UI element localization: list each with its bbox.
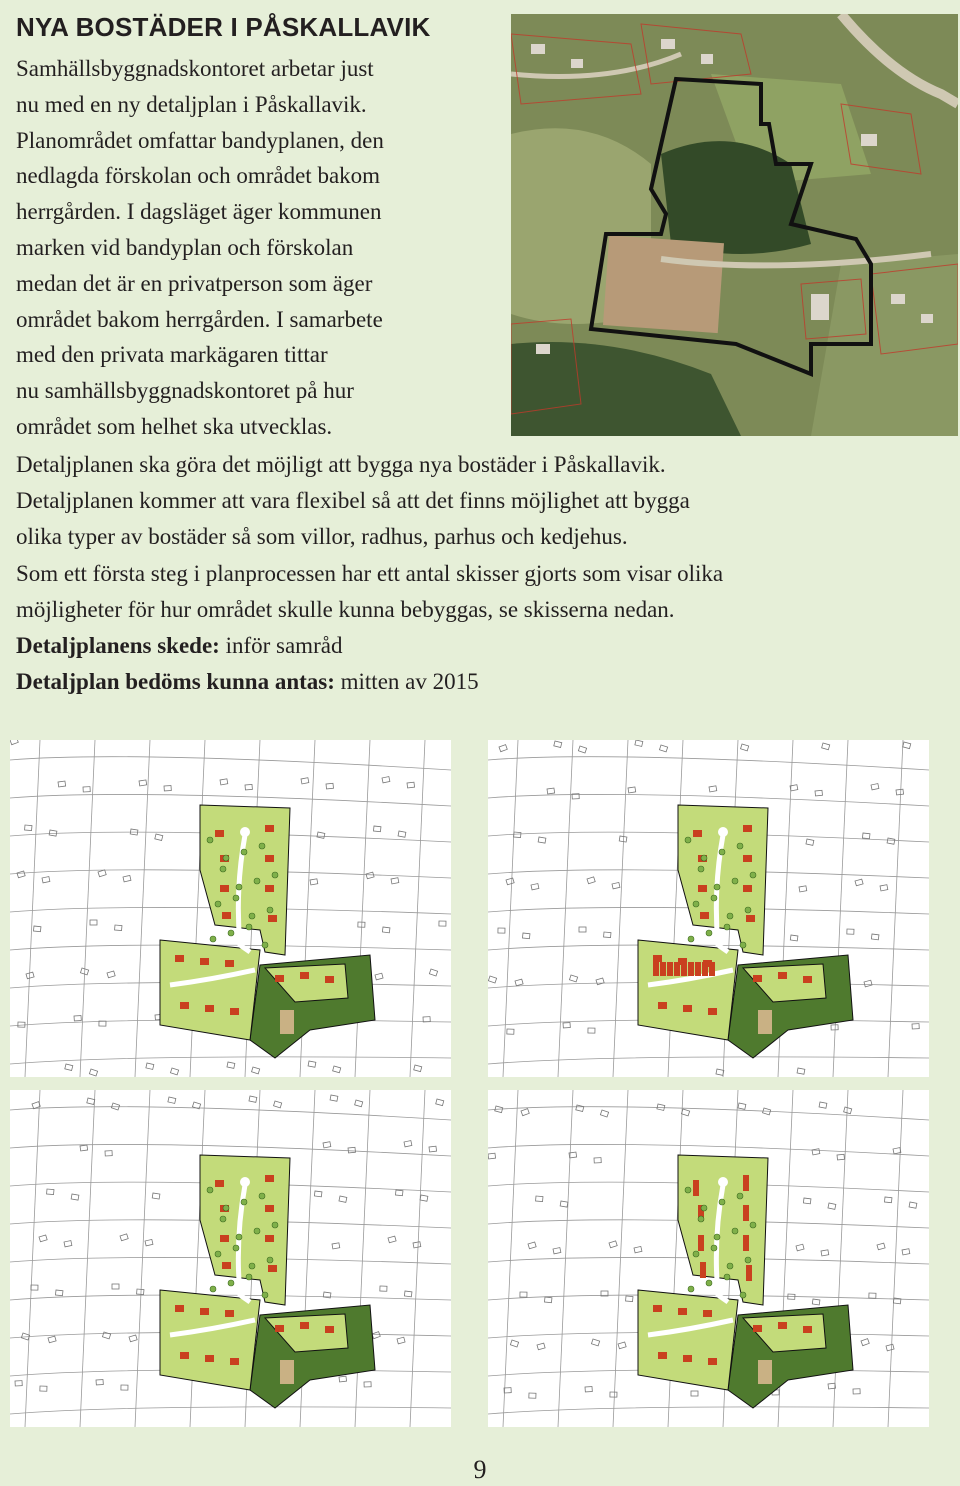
adoption-label: Detaljplan bedöms kunna antas:	[16, 669, 335, 695]
intro-line: marken vid bandyplan och förskolan	[16, 234, 354, 260]
plan-status	[16, 628, 951, 664]
sketch-map-3	[10, 1090, 451, 1427]
plan-adoption	[16, 664, 951, 700]
intro-line: nu med en ny detaljplan i Påskallavik.	[16, 91, 367, 117]
sketch-map-1-graphic	[10, 740, 451, 1077]
paragraph-3-line: Som ett första steg i planprocessen har ett antal skisser gjorts som visar olika	[16, 560, 724, 586]
sketch-map-4-graphic	[488, 1090, 929, 1427]
page-heading: NYA BOSTÄDER I PÅSKALLAVIK	[16, 12, 431, 42]
page-number: 9	[473, 1455, 487, 1484]
intro-paragraph	[16, 51, 506, 445]
adoption-value: mitten av 2015	[334, 669, 479, 695]
intro-line: nedlagda förskolan och området bakom	[16, 163, 381, 189]
intro-line: Planområdet omfattar bandyplanen, den	[16, 127, 384, 153]
sketch-map-2	[488, 740, 929, 1077]
aerial-photo-graphic	[511, 14, 958, 436]
sketch-map-4	[488, 1090, 929, 1427]
status-value: inför samråd	[219, 633, 343, 659]
status-label: Detaljplanens skede:	[16, 633, 220, 659]
paragraph-3-line: möjligheter för hur området skulle kunna bebyggas, se skisserna nedan.	[16, 596, 675, 622]
intro-line: området som helhet ska utvecklas.	[16, 413, 333, 439]
sketch-map-3-graphic	[10, 1090, 451, 1427]
aerial-photo	[511, 14, 958, 436]
intro-line: medan det är en privatperson som äger	[16, 270, 373, 296]
intro-line: området bakom herrgården. I samarbete	[16, 306, 383, 332]
paragraph-1: Detaljplanen ska göra det möjligt att bygga nya bostäder i Påskallavik.	[16, 452, 666, 477]
intro-line: nu samhällsbyggnadskontoret på hur	[16, 378, 354, 404]
body-text	[16, 447, 951, 700]
intro-line: herrgården. I dagsläget äger kommunen	[16, 199, 382, 225]
sketch-map-2-graphic	[488, 740, 929, 1077]
paragraph-2-line: olika typer av bostäder så som villor, radhus, parhus och kedjehus.	[16, 524, 628, 550]
intro-line: Samhällsbyggnadskontoret arbetar just	[16, 56, 374, 81]
paragraph-2-line: Detaljplanen kommer att vara flexibel så att det finns möjlighet att bygga	[16, 488, 690, 514]
sketch-map-1	[10, 740, 451, 1077]
intro-line: med den privata markägaren tittar	[16, 342, 328, 368]
